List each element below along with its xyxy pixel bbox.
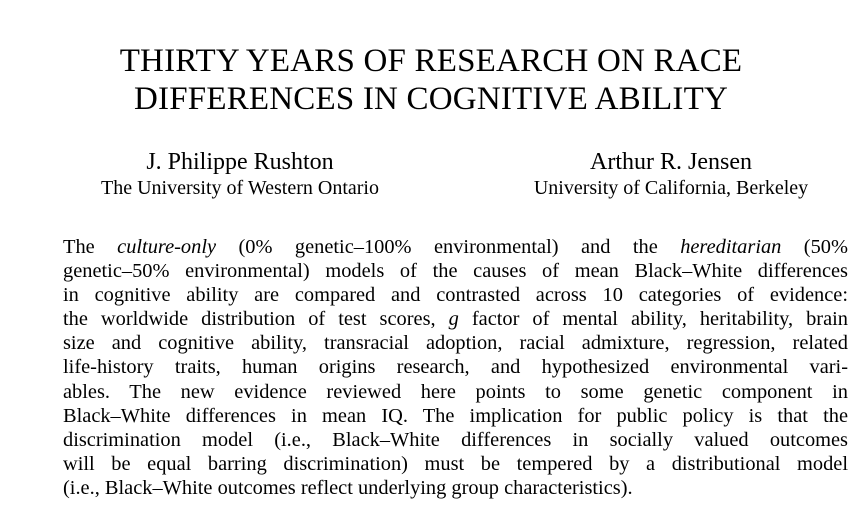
abstract-line: discrimination model (i.e., Black–White differences in socially valued outcomes: [63, 428, 848, 451]
abstract-text: factor of mental ability, heritability, brain: [458, 308, 848, 331]
abstract-text: the worldwide distribution of test scores,: [63, 308, 449, 331]
author-block-jensen: [486, 148, 856, 200]
abstract-line: in cognitive ability are compared and contrasted across 10 categories of evidence:: [63, 284, 848, 307]
abstract-line: ables. The new evidence reviewed here points to some genetic component in: [63, 380, 848, 403]
abstract-emphasis: culture-only: [117, 236, 217, 258]
abstract-line: [63, 307, 848, 331]
abstract-line: size and cognitive ability, transracial adoption, racial admixture, regression, related: [63, 332, 848, 355]
author-affiliation: University of California, Berkeley: [533, 177, 809, 199]
abstract-line: (i.e., Black–White outcomes reflect underlying group characteristics).: [63, 476, 633, 499]
title-line-1: THIRTY YEARS OF RESEARCH ON RACE: [119, 43, 743, 79]
abstract-line: Black–White differences in mean IQ. The implication for public policy is that the: [63, 404, 848, 427]
abstract-text: (0% genetic–100% environmental) and the: [216, 236, 681, 258]
title-line-2: DIFFERENCES IN COGNITIVE ABILITY: [134, 81, 728, 117]
abstract: [63, 235, 848, 500]
abstract-line: life-history traits, human origins research, and hypothesized environmental vari-: [63, 356, 848, 379]
paper-title: [0, 42, 862, 118]
abstract-line: [63, 235, 848, 259]
author-affiliation: The University of Western Ontario: [101, 177, 379, 199]
abstract-emphasis: hereditarian: [680, 236, 782, 258]
abstract-line: will be equal barring discrimination) must be tempered by a distributional model: [63, 452, 848, 475]
author-block-rushton: [60, 148, 420, 200]
abstract-emphasis: g: [448, 308, 459, 331]
abstract-text: The: [63, 236, 118, 258]
author-name: Arthur R. Jensen: [590, 149, 752, 175]
author-name: J. Philippe Rushton: [146, 149, 334, 175]
abstract-text: (50%: [781, 236, 848, 258]
abstract-line: genetic–50% environmental) models of the causes of mean Black–White differences: [63, 260, 848, 283]
